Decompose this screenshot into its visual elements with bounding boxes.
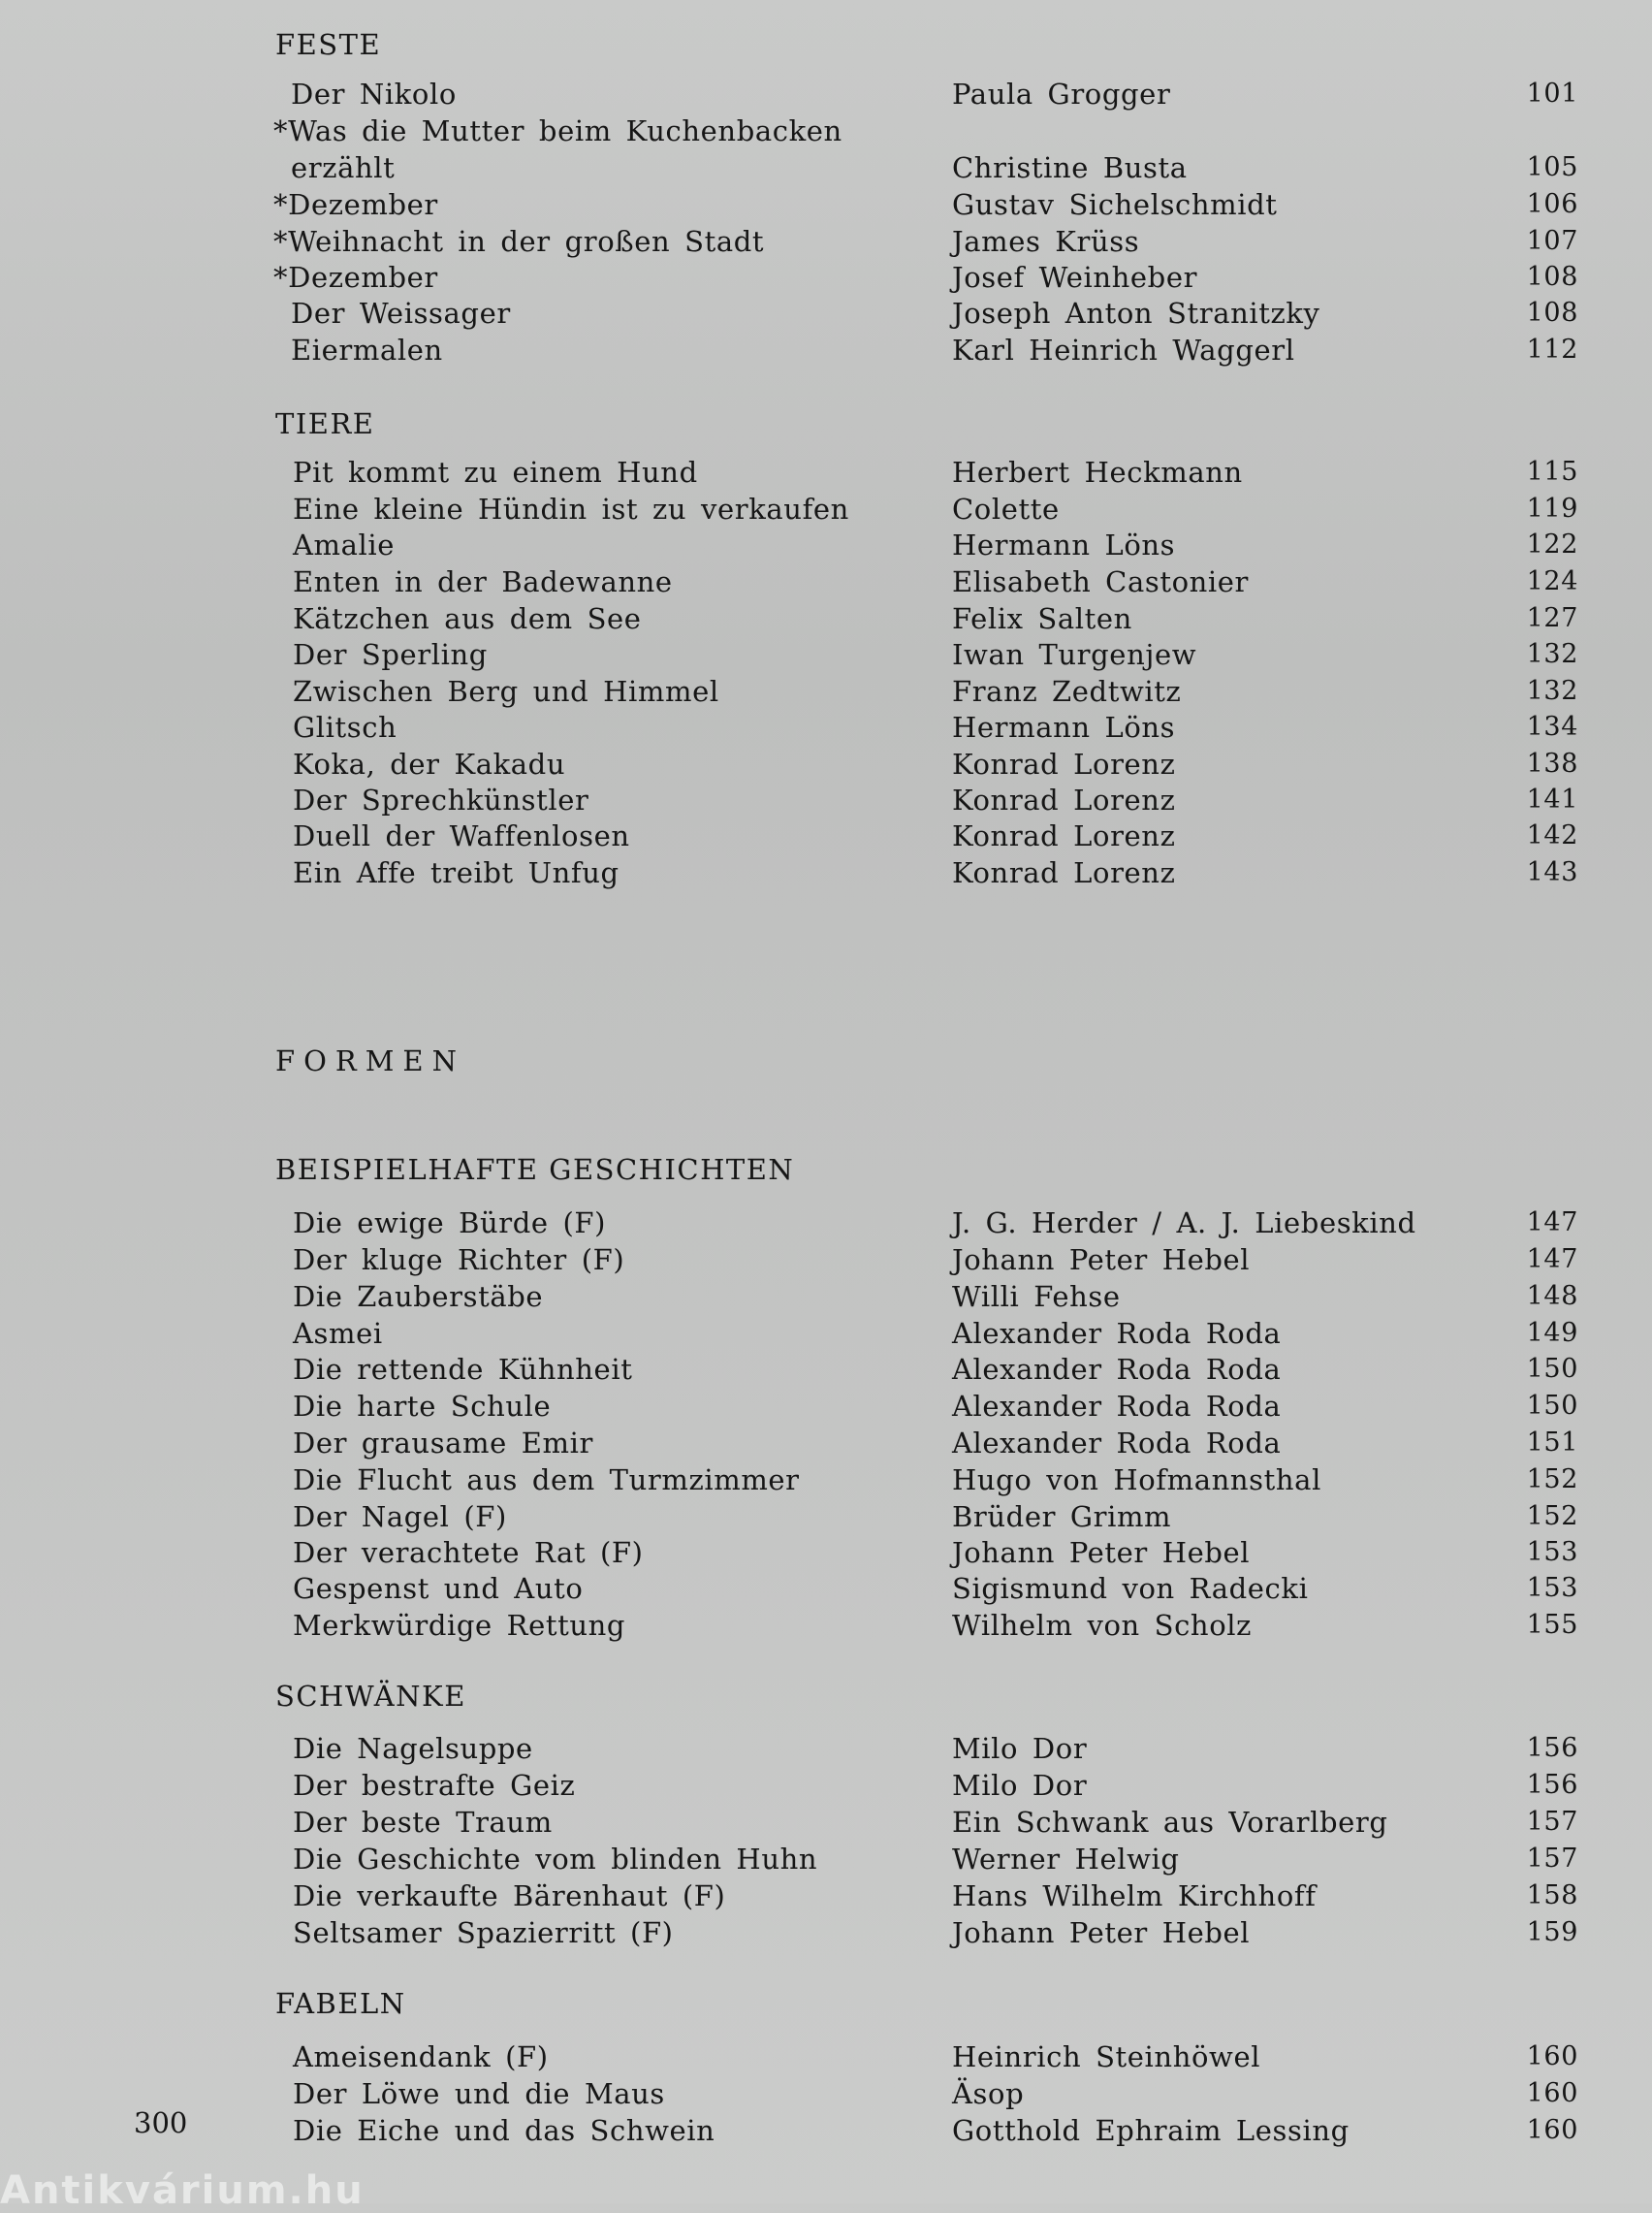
- entry-author: Iwan Turgenjew: [952, 638, 1197, 671]
- entry-page: 127: [1526, 603, 1578, 633]
- entry-title: Kätzchen aus dem See: [293, 602, 642, 635]
- entry-page: 153: [1526, 1573, 1578, 1603]
- entry-page: 134: [1526, 712, 1578, 742]
- entry-title: Gespenst und Auto: [293, 1572, 584, 1605]
- entry-page: 115: [1526, 457, 1578, 487]
- entry-author: Milo Dor: [952, 1769, 1088, 1802]
- entry-title: Die harte Schule: [293, 1390, 552, 1423]
- entry-title: Die Eiche und das Schwein: [293, 2114, 715, 2147]
- entry-title: Der grausame Emir: [293, 1427, 593, 1459]
- entry-page: 159: [1526, 1917, 1578, 1947]
- entry-author: Äsop: [952, 2077, 1025, 2110]
- entry-title: Enten in der Badewanne: [293, 565, 673, 598]
- toc-entry: [0, 1534, 1652, 1571]
- entry-title: Der Löwe und die Maus: [293, 2077, 665, 2110]
- entry-title: Pit kommt zu einem Hund: [293, 456, 698, 489]
- entry-author: James Krüss: [952, 225, 1140, 258]
- entry-page: 158: [1526, 1880, 1578, 1910]
- entry-author: J. G. Herder / A. J. Liebeskind: [952, 1206, 1416, 1239]
- entry-page: 124: [1526, 566, 1578, 596]
- entry-page: 143: [1526, 857, 1578, 887]
- section-heading: TIERE: [275, 407, 375, 440]
- entry-author: Brüder Grimm: [952, 1500, 1172, 1533]
- section-heading: SCHWÄNKE: [275, 1680, 466, 1713]
- toc-entry: [0, 1204, 1652, 1241]
- entry-author: Alexander Roda Roda: [952, 1317, 1282, 1350]
- entry-page: 105: [1526, 152, 1578, 182]
- entry-page: 106: [1526, 189, 1578, 219]
- entry-author: Colette: [952, 493, 1060, 526]
- entry-title: Seltsamer Spazierritt (F): [293, 1916, 674, 1949]
- toc-entry: [0, 1730, 1652, 1767]
- toc-entry: [0, 818, 1652, 854]
- entry-page: 160: [1526, 2078, 1578, 2108]
- entry-title: *Dezember: [273, 261, 438, 294]
- entry-author: Christine Busta: [952, 151, 1188, 184]
- toc-entry: [0, 223, 1652, 260]
- toc-entry: [0, 563, 1652, 600]
- entry-author: Karl Heinrich Waggerl: [952, 334, 1295, 367]
- entry-title: Der Sprechkünstler: [293, 784, 589, 817]
- entry-author: Konrad Lorenz: [952, 856, 1176, 889]
- entry-page: 148: [1526, 1281, 1578, 1311]
- entry-author: Felix Salten: [952, 602, 1132, 635]
- entry-author: Hermann Löns: [952, 529, 1176, 561]
- entry-title: Die rettende Kühnheit: [293, 1353, 633, 1386]
- entry-page: 147: [1526, 1207, 1578, 1237]
- toc-entry: [0, 1804, 1652, 1841]
- toc-entry: [0, 332, 1652, 369]
- entry-author: Sigismund von Radecki: [952, 1572, 1309, 1605]
- entry-page: 101: [1526, 79, 1578, 109]
- entry-title: Zwischen Berg und Himmel: [293, 675, 719, 708]
- entry-page: 142: [1526, 820, 1578, 850]
- entry-title: Die Geschichte vom blinden Huhn: [293, 1843, 818, 1876]
- entry-title: Der Sperling: [293, 638, 488, 671]
- entry-title: Die Zauberstäbe: [293, 1280, 544, 1313]
- toc-entry: [0, 1351, 1652, 1388]
- entry-author: Werner Helwig: [952, 1843, 1180, 1876]
- toc-entry: [0, 1278, 1652, 1315]
- entry-title: Amalie: [293, 529, 396, 561]
- toc-entry: [0, 259, 1652, 296]
- entry-author: Elisabeth Castonier: [952, 565, 1250, 598]
- toc-entry: [0, 1877, 1652, 1914]
- toc-entry: [0, 1570, 1652, 1607]
- entry-page: 150: [1526, 1354, 1578, 1384]
- entry-author: Hermann Löns: [952, 711, 1176, 744]
- toc-entry: [0, 746, 1652, 783]
- entry-page: 112: [1526, 335, 1578, 365]
- toc-entry: [0, 1425, 1652, 1461]
- entry-page: 157: [1526, 1844, 1578, 1874]
- entry-page: 107: [1526, 226, 1578, 256]
- entry-title: Die Flucht aus dem Turmzimmer: [293, 1463, 800, 1496]
- entry-author: Johann Peter Hebel: [952, 1916, 1251, 1949]
- entry-author: Wilhelm von Scholz: [952, 1609, 1253, 1642]
- entry-title: Der Weissager: [291, 297, 511, 330]
- entry-page: 160: [1526, 2115, 1578, 2145]
- section-heading: FABELN: [275, 1987, 406, 2020]
- toc-entry: [0, 1914, 1652, 1951]
- toc-entry: [0, 112, 1652, 149]
- entry-title: *Weihnacht in der großen Stadt: [273, 225, 765, 258]
- toc-entry: [0, 1388, 1652, 1425]
- toc-entry: [0, 1315, 1652, 1352]
- entry-author: Heinrich Steinhöwel: [952, 2040, 1261, 2073]
- entry-title: Koka, der Kakadu: [293, 748, 566, 781]
- entry-author: Ein Schwank aus Vorarlberg: [952, 1806, 1388, 1839]
- toc-entry: [0, 149, 1652, 186]
- toc-entry: [0, 782, 1652, 818]
- toc-entry: [0, 76, 1652, 112]
- entry-author: Hugo von Hofmannsthal: [952, 1463, 1321, 1496]
- toc-entry: [0, 709, 1652, 746]
- entry-author: Paula Grogger: [952, 78, 1171, 111]
- toc-entry: [0, 1461, 1652, 1498]
- entry-page: 132: [1526, 639, 1578, 669]
- entry-title: Der verachtete Rat (F): [293, 1536, 644, 1569]
- entry-title: Der Nagel (F): [293, 1500, 507, 1533]
- entry-page: 141: [1526, 785, 1578, 815]
- toc-entry: [0, 186, 1652, 223]
- toc-entry: [0, 1241, 1652, 1278]
- entry-author: Willi Fehse: [952, 1280, 1121, 1313]
- toc-entry: [0, 2112, 1652, 2149]
- entry-page: 156: [1526, 1733, 1578, 1763]
- entry-page: 149: [1526, 1318, 1578, 1348]
- toc-entry: [0, 1767, 1652, 1804]
- entry-title: Die verkaufte Bärenhaut (F): [293, 1879, 726, 1912]
- entry-title: Die ewige Bürde (F): [293, 1206, 607, 1239]
- entry-page: 152: [1526, 1501, 1578, 1531]
- entry-author: Joseph Anton Stranitzky: [952, 297, 1320, 330]
- entry-page: 157: [1526, 1807, 1578, 1837]
- toc-entry: [0, 600, 1652, 637]
- toc-entry: [0, 854, 1652, 891]
- entry-title: Der Nikolo: [291, 78, 457, 111]
- entry-author: Johann Peter Hebel: [952, 1243, 1251, 1276]
- entry-page: 156: [1526, 1770, 1578, 1800]
- entry-title: *Was die Mutter beim Kuchenbacken: [273, 114, 842, 147]
- entry-author: Franz Zedtwitz: [952, 675, 1182, 708]
- entry-title: Duell der Waffenlosen: [293, 819, 630, 852]
- part-heading: FORMEN: [275, 1044, 465, 1077]
- toc-entry: [0, 527, 1652, 563]
- entry-author: Gustav Sichelschmidt: [952, 188, 1278, 221]
- entry-title: *Dezember: [273, 188, 438, 221]
- toc-entry: [0, 454, 1652, 491]
- entry-title: Ameisendank (F): [293, 2040, 549, 2073]
- watermark: Antikvárium.hu: [0, 2168, 365, 2213]
- toc-entry: [0, 2075, 1652, 2112]
- entry-author: Konrad Lorenz: [952, 784, 1176, 817]
- entry-page: 132: [1526, 676, 1578, 706]
- entry-author: Hans Wilhelm Kirchhoff: [952, 1879, 1317, 1912]
- entry-title: Glitsch: [293, 711, 397, 744]
- entry-author: Konrad Lorenz: [952, 819, 1176, 852]
- entry-page: 160: [1526, 2041, 1578, 2071]
- entry-author: Gotthold Ephraim Lessing: [952, 2114, 1350, 2147]
- toc-entry: [0, 491, 1652, 528]
- toc-entry: [0, 295, 1652, 332]
- entry-title: Eiermalen: [291, 334, 443, 367]
- entry-title: Die Nagelsuppe: [293, 1732, 533, 1765]
- entry-title: Merkwürdige Rettung: [293, 1609, 626, 1642]
- entry-author: Alexander Roda Roda: [952, 1353, 1282, 1386]
- entry-author: Konrad Lorenz: [952, 748, 1176, 781]
- entry-page: 151: [1526, 1427, 1578, 1458]
- entry-page: 147: [1526, 1244, 1578, 1274]
- entry-page: 108: [1526, 298, 1578, 328]
- toc-entry: [0, 636, 1652, 673]
- entry-page: 119: [1526, 494, 1578, 524]
- entry-author: Alexander Roda Roda: [952, 1390, 1282, 1423]
- entry-title: Eine kleine Hündin ist zu verkaufen: [293, 493, 849, 526]
- entry-page: 108: [1526, 262, 1578, 292]
- entry-author: Johann Peter Hebel: [952, 1536, 1251, 1569]
- entry-title: Der beste Traum: [293, 1806, 553, 1839]
- entry-page: 152: [1526, 1464, 1578, 1494]
- toc-entry: [0, 1607, 1652, 1644]
- entry-page: 150: [1526, 1391, 1578, 1421]
- entry-author: Alexander Roda Roda: [952, 1427, 1282, 1459]
- entry-title: erzählt: [291, 151, 396, 184]
- entry-title: Asmei: [293, 1317, 383, 1350]
- entry-title: Der kluge Richter (F): [293, 1243, 625, 1276]
- section-heading: FESTE: [275, 28, 382, 61]
- section-heading: BEISPIELHAFTE GESCHICHTEN: [275, 1153, 795, 1186]
- entry-author: Herbert Heckmann: [952, 456, 1243, 489]
- entry-title: Ein Affe treibt Unfug: [293, 856, 620, 889]
- page-number: 300: [134, 2106, 188, 2139]
- entry-author: Milo Dor: [952, 1732, 1088, 1765]
- entry-page: 153: [1526, 1537, 1578, 1567]
- entry-page: 138: [1526, 749, 1578, 779]
- toc-entry: [0, 1498, 1652, 1535]
- toc-entry: [0, 2038, 1652, 2075]
- entry-page: 122: [1526, 529, 1578, 560]
- toc-entry: [0, 1841, 1652, 1877]
- entry-title: Der bestrafte Geiz: [293, 1769, 576, 1802]
- toc-entry: [0, 673, 1652, 710]
- entry-page: 155: [1526, 1610, 1578, 1640]
- entry-author: Josef Weinheber: [952, 261, 1198, 294]
